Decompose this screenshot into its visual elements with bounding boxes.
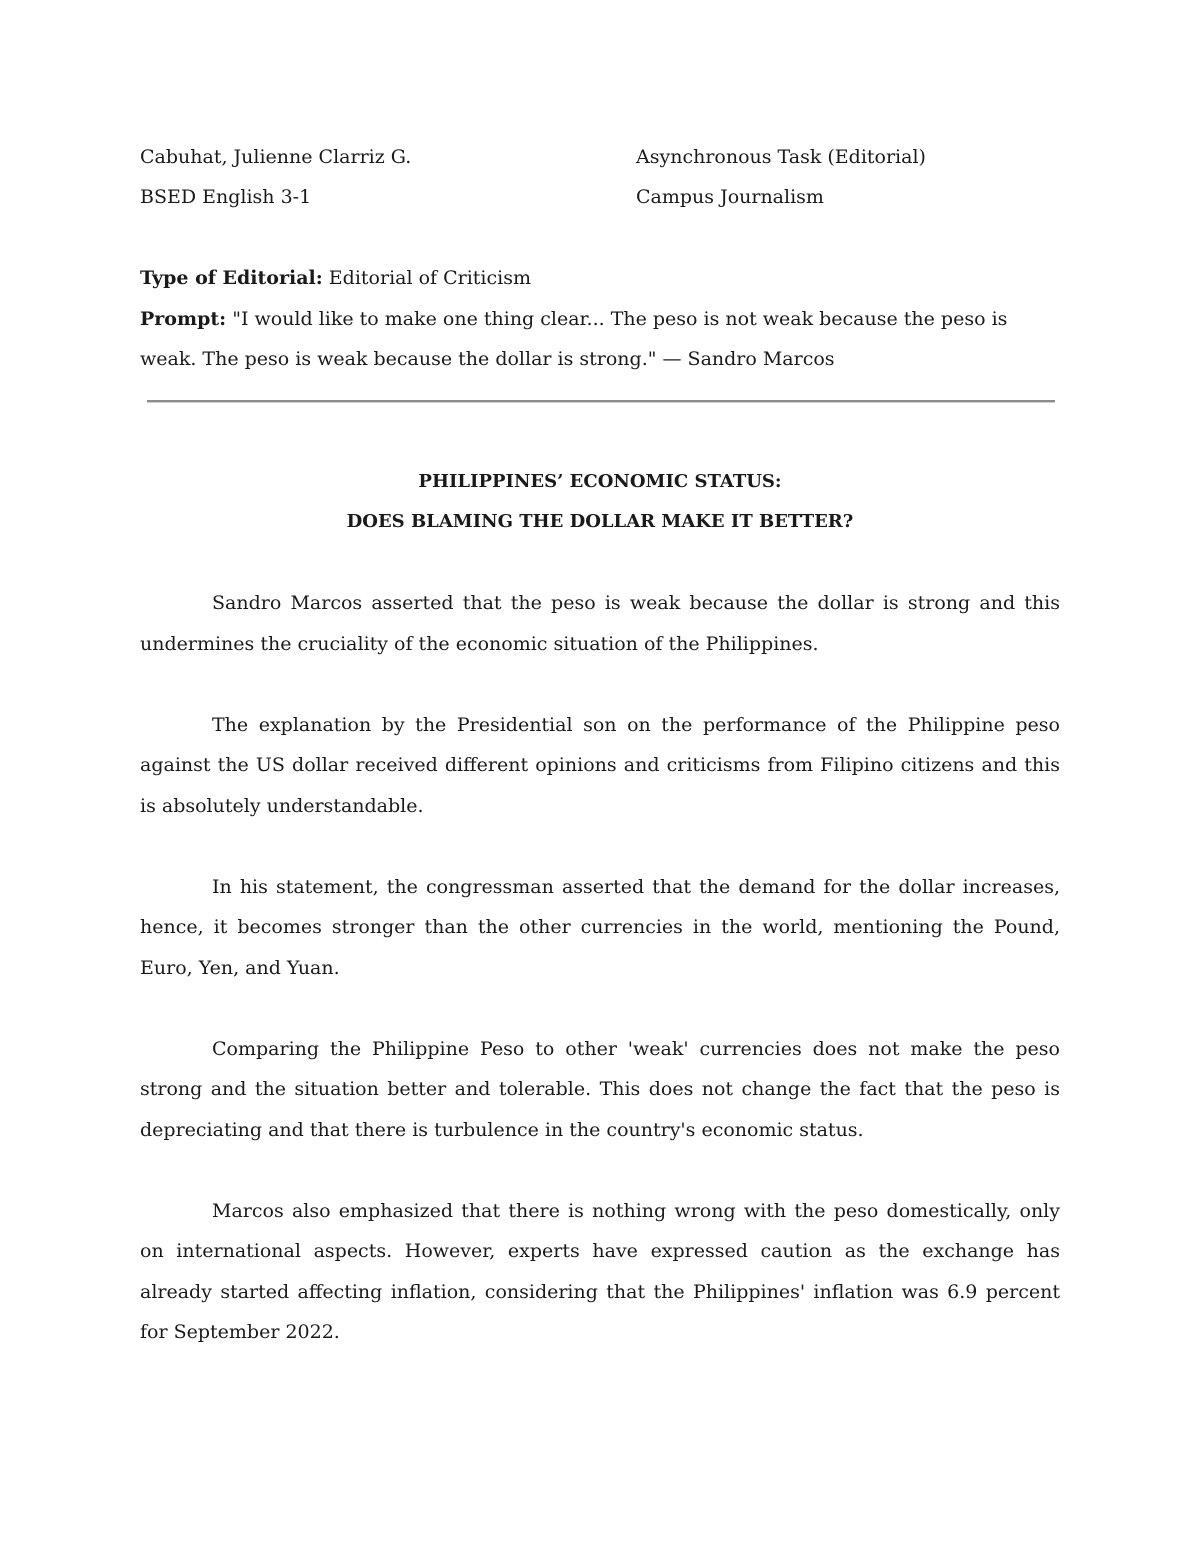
editorial-prompt [140,299,1060,379]
course-name: Campus Journalism [636,186,824,208]
editorial-type-label: Type of Editorial: [140,267,323,289]
body-paragraph: Comparing the Philippine Peso to other 'weak' currencies does not make the peso strong and the situation better and tolerable. This does not change the fact that the peso is depreciating and that there is turbulence in the country's economic status. [140,1037,1060,1141]
editorial-type [140,258,1060,298]
prompt-quote: "I would like to make one thing clear... The peso is not weak because the peso is weak. The peso is weak because the dollar is strong." — Sandro Marcos [140,308,1008,370]
title-line-2: DOES BLAMING THE DOLLAR MAKE IT BETTER? [346,511,854,532]
title-line-1: PHILIPPINES’ ECONOMIC STATUS: [418,471,782,492]
body-paragraph: Sandro Marcos asserted that the peso is weak because the dollar is strong and this undermines the cruciality of the economic situation of the Philippines. [140,592,1060,655]
class-section: BSED English 3-1 [140,186,312,208]
body-paragraph: In his statement, the congressman asserted that the demand for the dollar increases, hence, it becomes stronger than the other currencies in the world, mentioning the Pound, Euro, Yen, and Yuan. [140,875,1060,979]
editorial-body [140,583,1060,1393]
prompt-label: Prompt: [140,308,227,330]
horizontal-divider [147,400,1055,403]
editorial-type-value: Editorial of Criticism [328,267,531,289]
editorial-title [140,462,1060,542]
task-type: Asynchronous Task (Editorial) [636,146,926,168]
body-paragraph: The explanation by the Presidential son on the performance of the Philippine peso against the US dollar received different opinions and criticisms from Filipino citizens and this is absolutely understandable. [140,713,1060,817]
body-paragraph: Marcos also emphasized that there is nothing wrong with the peso domestically, only on international aspects. However, experts have expressed caution as the exchange has already started affecting inflation, considering that the Philippines' inflation was 6.9 percent for September 2022. [140,1199,1060,1343]
author-name: Cabuhat, Julienne Clarriz G. [140,146,412,168]
